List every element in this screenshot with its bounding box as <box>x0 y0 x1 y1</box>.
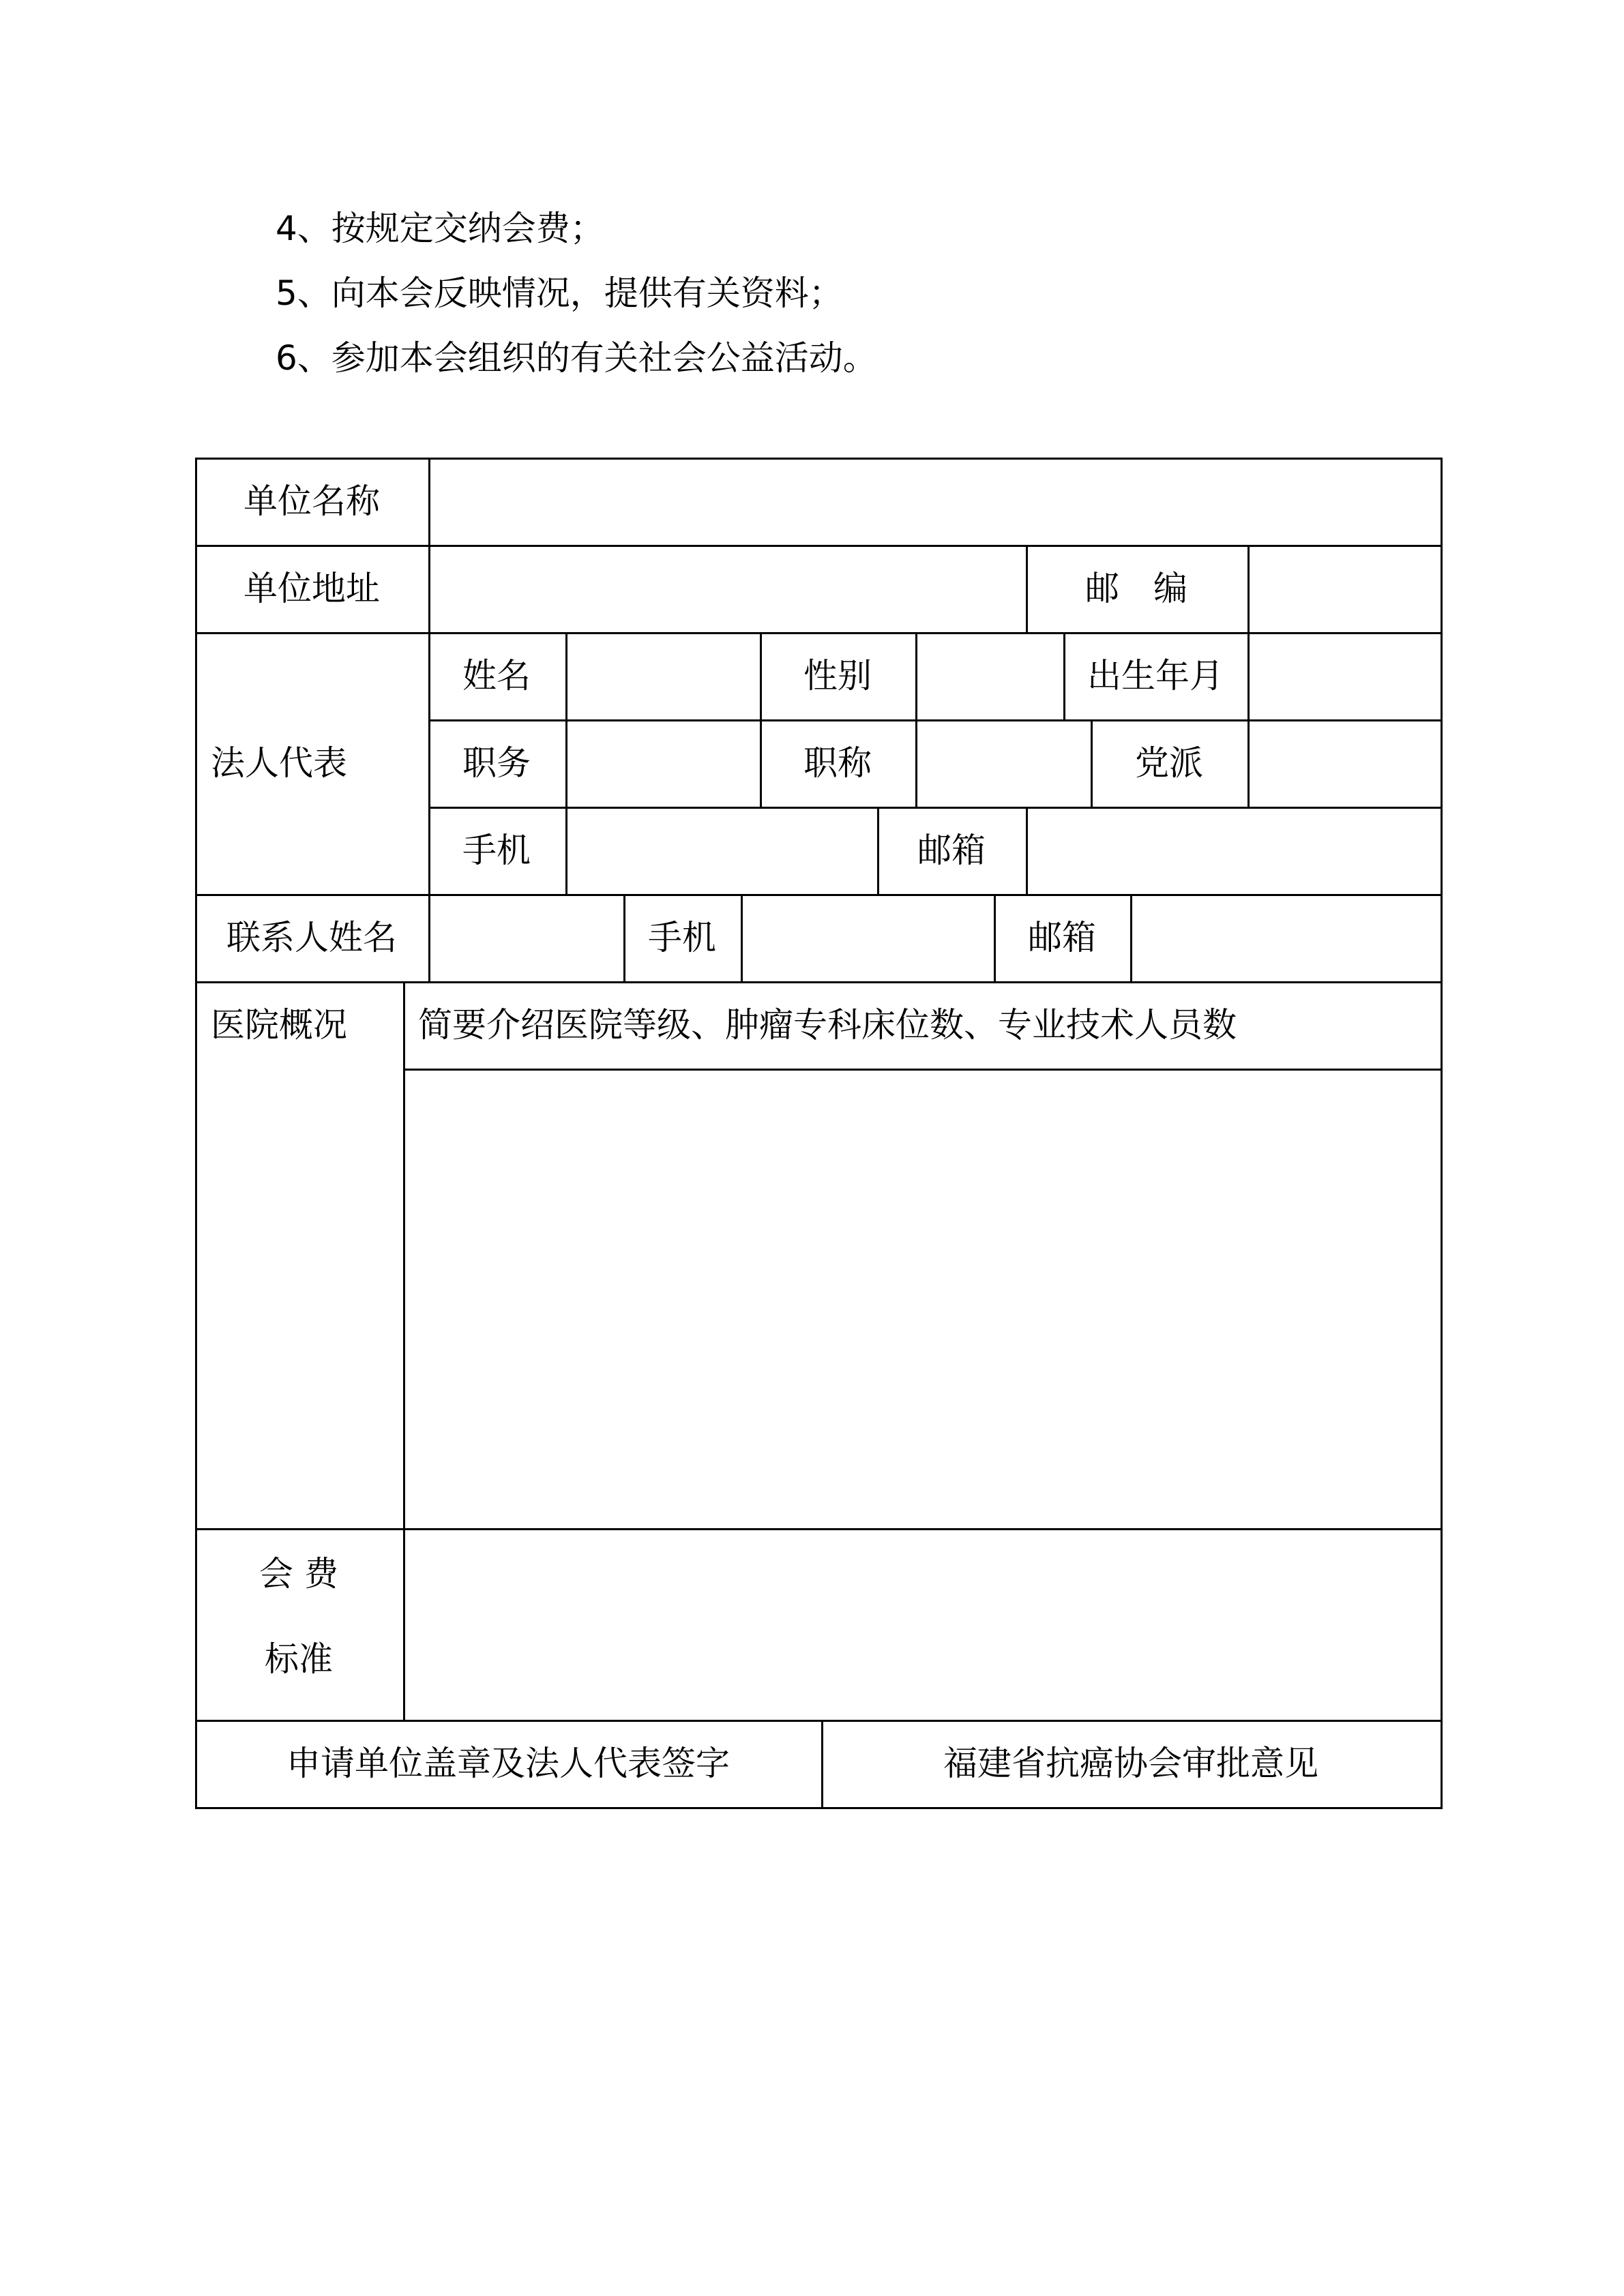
fee-standard-field[interactable] <box>405 1530 1441 1720</box>
fee-standard-label-line2: 标准 <box>265 1639 333 1679</box>
contact-name-field[interactable] <box>430 896 623 981</box>
contact-name-label: 联系人姓名 <box>226 918 397 957</box>
unit-name-field[interactable] <box>430 460 1441 545</box>
contact-mobile-field[interactable] <box>743 896 994 981</box>
legal-rep-mobile-field[interactable] <box>567 809 877 894</box>
professional-title-field[interactable] <box>917 721 1091 807</box>
legal-rep-email-label: 邮箱 <box>917 831 986 870</box>
duty-item-4: 4、按规定交纳会费； <box>276 209 604 248</box>
unit-address-field[interactable] <box>430 547 1026 632</box>
unit-address-label: 单位地址 <box>243 569 380 608</box>
hospital-overview-label: 医院概况 <box>211 1005 347 1045</box>
postcode-label: 邮 编 <box>1085 569 1187 608</box>
fee-standard-label-line1: 会 费 <box>259 1554 338 1594</box>
birth-date-field[interactable] <box>1250 634 1441 719</box>
legal-rep-label: 法人代表 <box>211 743 347 783</box>
professional-title-label: 职称 <box>803 743 872 783</box>
hospital-overview-field[interactable] <box>405 1071 1441 1528</box>
legal-rep-name-label: 姓名 <box>462 656 531 696</box>
gender-field[interactable] <box>917 634 1063 719</box>
applicant-seal-signature-label: 申请单位盖章及法人代表签字 <box>286 1744 730 1783</box>
contact-email-label: 邮箱 <box>1028 918 1096 957</box>
gender-label: 性别 <box>803 656 872 696</box>
position-field[interactable] <box>567 721 760 807</box>
contact-email-field[interactable] <box>1132 896 1441 981</box>
hospital-overview-hint: 简要介绍医院等级、肿瘤专科床位数、专业技术人员数 <box>418 1005 1237 1045</box>
duty-item-5: 5、向本会反映情况，提供有关资料； <box>276 273 843 313</box>
postcode-field[interactable] <box>1250 547 1441 632</box>
unit-name-label: 单位名称 <box>243 481 380 521</box>
contact-mobile-label: 手机 <box>648 918 716 957</box>
duty-item-6: 6、参加本会组织的有关社会公益活动。 <box>276 338 877 378</box>
legal-rep-name-field[interactable] <box>567 634 760 719</box>
position-label: 职务 <box>462 743 531 783</box>
legal-rep-mobile-label: 手机 <box>462 831 531 870</box>
association-approval-label: 福建省抗癌协会审批意见 <box>943 1744 1318 1783</box>
legal-rep-email-field[interactable] <box>1028 809 1441 894</box>
party-label: 党派 <box>1135 743 1203 783</box>
birth-date-label: 出生年月 <box>1087 656 1224 696</box>
party-field[interactable] <box>1250 721 1441 807</box>
